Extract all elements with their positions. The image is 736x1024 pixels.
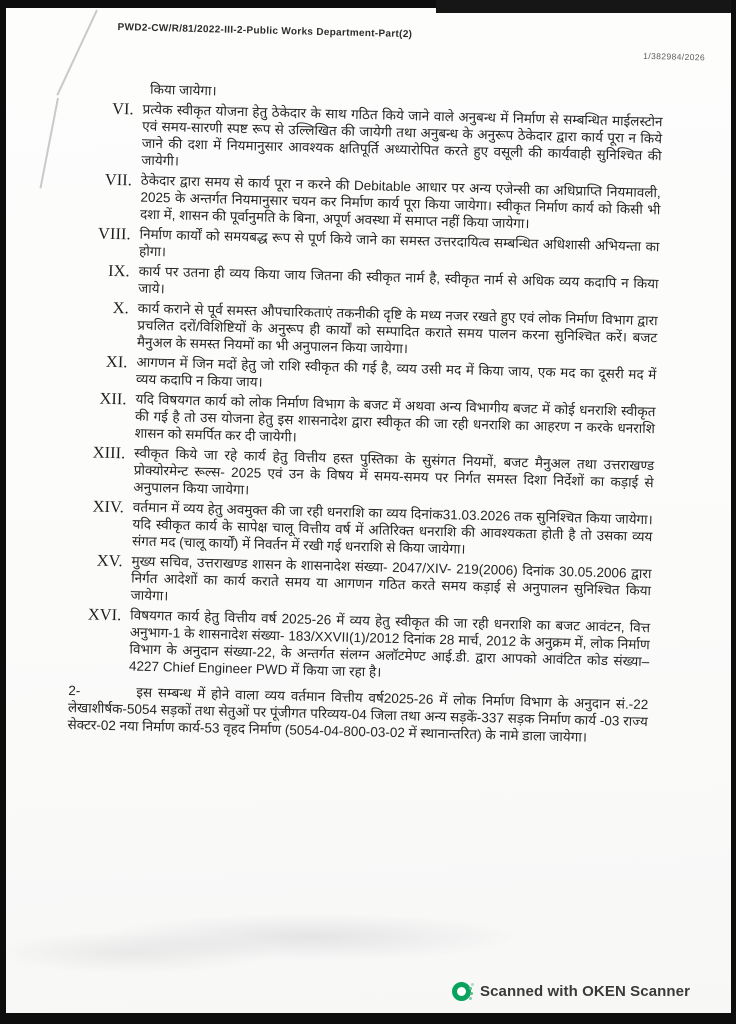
scan-edge-bottom xyxy=(0,1013,736,1024)
clause-number: XI. xyxy=(105,351,128,372)
clause-text: ठेकेदार द्वारा समय से कार्य पूरा न करने की Debitable आधार पर अन्य एजेन्सी का अधिप्राप्ति नियमावली, 2025 के अन्तर्गत नियमानुसार चयन कर निर्माण कार्य पूरा किया जायेगा। स्वीकृत निर्माण कार्य को किसी भी दशा में, शासन की पूर्वानुमति के बिना, अपूर्ण अवस्था में समाप्त नहीं किया जायेगा। xyxy=(139,172,661,232)
scan-edge-left xyxy=(0,0,6,1024)
paragraph-2 xyxy=(67,682,648,747)
document-number: 1/382984/2026 xyxy=(643,50,706,63)
clause-number: VII. xyxy=(104,169,133,190)
clause-text: मुख्य सचिव, उत्तराखण्ड शासन के शासनादेश संख्या- 2047/XIV- 219(2006) दिनांक 30.05.2006 द्वारा निर्गत आदेशों का कार्य कराते समय या आगणन गठित करते समय कड़ाई से अनुपालन सुनिश्चित किया जायेगा। xyxy=(130,553,652,604)
clause-text: निर्माण कार्यों को समयबद्ध रूप से पूर्ण किये जाने का समस्त उत्तरदायित्व सम्बन्धित अधिशासी अभियन्ता का होगा। xyxy=(138,226,660,260)
scan-edge-right xyxy=(731,0,736,1024)
clause-text: स्वीकृत किये जा रहे कार्य हेतु वित्तीय हस्त पुस्तिका के सुसंगत नियमों, बजट मैनुअल तथा उत्तराखण्ड प्रोक्योरमेन्ट रूल्स- 2025 एवं उन के विषय में समय-समय पर निर्गत समस्त दिशा निर्देशों का कड़ाई से अनुपालन किया जायेगा। xyxy=(133,445,655,498)
paragraph-2-number: 2- xyxy=(68,682,81,699)
paragraph-2-text: इस सम्बन्ध में होने वाला व्यय वर्तमान वित्तीय वर्ष2025-26 में लोक निर्माण विभाग के अनुदान सं.-22 लेखाशीर्षक-5054 सड़कों तथा सेतुओं पर पूंजीगत परिव्यय-04 जिला तथा अन्य सड़कें-337 सड़क निर्माण कार्य -03 राज्य सेक्टर-02 नया निर्माण कार्य-53 वृहद निर्माण (5054-04-800-03-02 में स्थानान्तरित) के नामे डाला जायेगा। xyxy=(67,684,649,745)
clause-number: XV. xyxy=(96,550,123,571)
scan-edge-top-right xyxy=(436,0,736,13)
file-reference: PWD2-CW/R/81/2022-III-2-Public Works Department-Part(2) xyxy=(117,21,413,41)
clause-text: कार्य कराने से पूर्व समस्त औपचारिकताएं तकनीकी दृष्टि के मध्य नजर रखते हुए एवं लोक निर्माण विभाग द्वारा प्रचलित दरों/विशिष्टियों के अनुरूप ही कार्यों को सम्पादित कराते समय पालन करना सुनिश्चित करें। बजट मैनुअल के समस्त नियमों का भी अनुपालन किया जायेगा। xyxy=(136,300,658,357)
clause-number: VI. xyxy=(111,98,134,119)
clause-list xyxy=(42,99,663,688)
clause-number: X. xyxy=(112,297,130,318)
oken-scanner-badge xyxy=(452,982,690,1001)
clause-text: प्रत्येक स्वीकृत योजना हेतु ठेकेदार के साथ गठित किये जाने वाले अनुबन्ध में निर्माण से सम्बन्धित माईलस्टोन एवं समय-सारणी स्पष्ट रूप से उल्लिखित की जायेगी तथा अनुबन्ध के अनुरूप ठेकेदार द्वारा कार्य पूरा न किये जाने की दशा में नियमानुसार आवश्यक क्षतिपूर्ति अध्यारोपित करते हुए वसूली की कार्यवाही सुनिश्चित की जायेगी। xyxy=(141,101,663,169)
clause-text: आगणन में जिन मदों हेतु जो राशि स्वीकृत की गई है, व्यय उसी मद में किया जाय, एक मद का दूसरी मद में व्यय कदापि न किया जाय। xyxy=(135,354,657,390)
clause-number: XII. xyxy=(99,388,127,409)
clause-number: VIII. xyxy=(97,223,131,244)
clause-text: कार्य पर उतना ही व्यय किया जाय जितना की स्वीकृत नार्म है, स्वीकृत नार्म से अधिक व्यय कदापि न किया जाये। xyxy=(138,263,659,297)
oken-scanner-icon xyxy=(452,982,471,1001)
clause-item xyxy=(54,99,662,182)
document-header xyxy=(57,11,708,71)
clause-text: विषयगत कार्य हेतु वित्तीय वर्ष 2025-26 में व्यय हेतु स्वीकृत की जा रही धनराशि का बजट आवंटन, वित्त अनुभाग-1 के शासनादेश संख्या- 183/XXVII(1)/2012 दिनांक 28 मार्च, 2012 के अनुक्रम में, लोक निर्माण विभाग के अनुदान संख्या-22, के अन्तर्गत संलग्न अलॉटमेण्ट आई.डी. द्वारा आपको आवंटित कोड संख्या– 4227 Chief Engineer PWD में किया जा रहा है। xyxy=(128,607,651,680)
oken-scanner-label: Scanned with OKEN Scanner xyxy=(480,983,691,1000)
clause-number: XIII. xyxy=(92,442,126,463)
document-content xyxy=(40,11,707,749)
clause-number: XIV. xyxy=(92,496,125,517)
clause-text: वर्तमान में व्यय हेतु अवमुक्त की जा रही धनराशि का व्यय दिनांक31.03.2026 तक सुनिश्चित किया जायेगा। यदि स्वीकृत कार्य के सापेक्ष चालू वित्तीय वर्ष में अतिरिक्त धनराशि की आवश्यकता होती है तो उसका व्यय संगत मद (चालू कार्यों) में निवर्तन में रखी गई धनराशि से किया जायेगा। xyxy=(131,499,653,557)
clause-number: XVI. xyxy=(87,604,122,625)
clause-item xyxy=(42,604,650,687)
clause-number: IX. xyxy=(107,260,130,281)
continuation-line: किया जायेगा। xyxy=(149,81,217,99)
clause-text: यदि विषयगत कार्य को लोक निर्माण विभाग के बजट में अथवा अन्य विभागीय बजट में कोई धनराशि स्वीकृत की गई है तो उस योजना हेतु इस शासनादेश द्वारा स्वीकृत की जा रही धनराशि का आहरण न करके धनराशि शासन को समर्पित कर दी जायेगी। xyxy=(134,391,656,445)
